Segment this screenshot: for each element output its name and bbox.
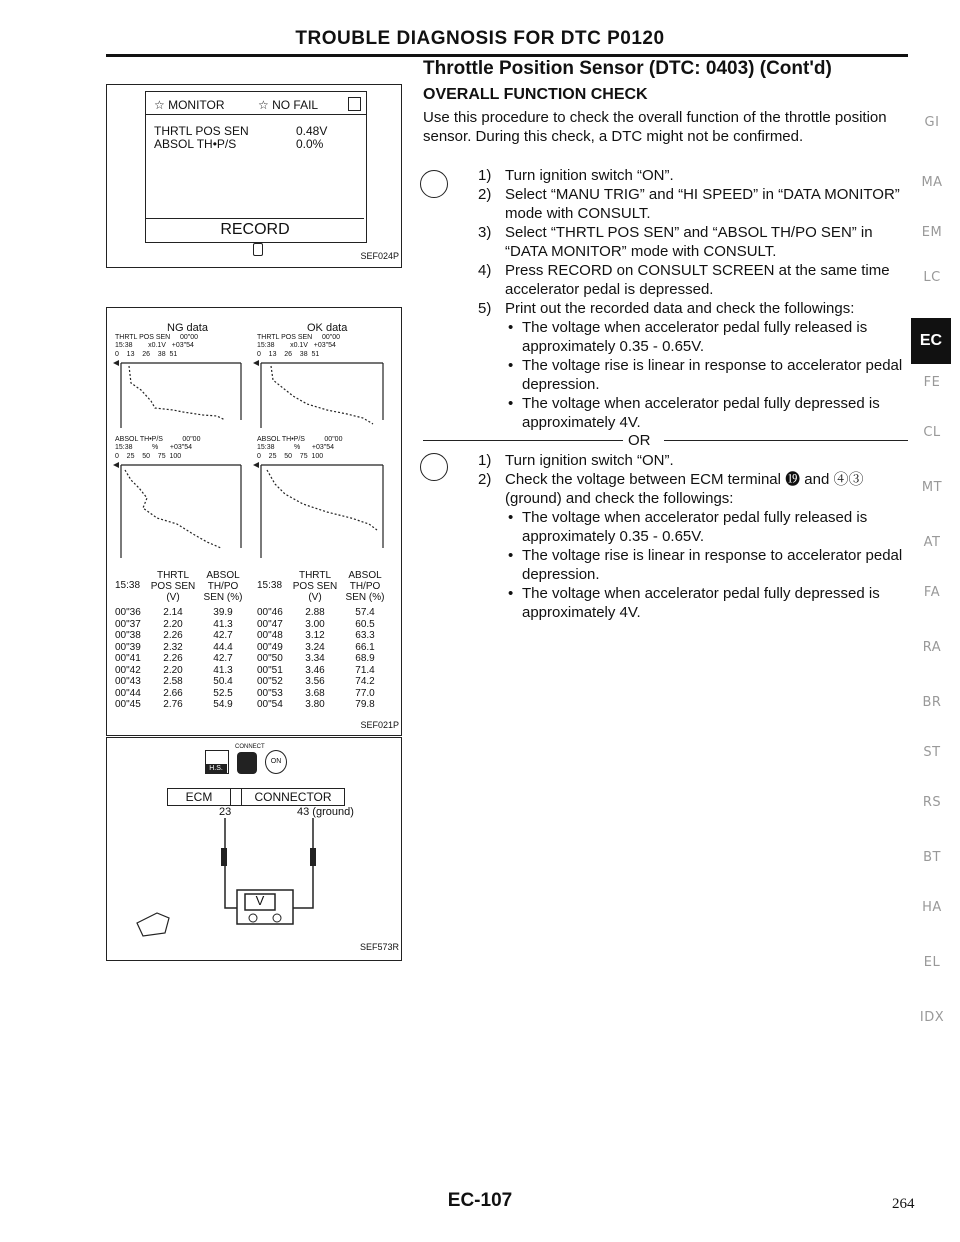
nofail-label: ☆ NO FAIL [258, 98, 319, 112]
step-b1-number: 1) [478, 452, 492, 469]
ok-table-cell: 00"46 [257, 607, 283, 618]
ok-graph1-trace [271, 366, 373, 424]
ok-table-cell: 66.1 [355, 641, 375, 653]
ng-table-cell: 00"41 [115, 653, 141, 664]
ng-graph1-line1: THRTL POS SEN 00"00 [115, 334, 199, 341]
nav-tab-bt[interactable]: BT [923, 850, 941, 865]
ok-table-row [257, 653, 397, 665]
section-title: Throttle Position Sensor (DTC: 0403) (Cont'd) [423, 58, 832, 79]
ok-table-cell: 00"47 [257, 618, 283, 630]
or-rule-left [423, 440, 623, 441]
ng-table-row [115, 607, 251, 619]
ok-graph1-arrow [253, 360, 259, 366]
ng-table-cell: 39.9 [213, 607, 233, 618]
ok-table [257, 570, 397, 711]
ng-table-col1: THRTL POS SEN (V) [150, 570, 196, 603]
ng-table-cell: 2.58 [163, 676, 183, 687]
nav-tab-fe[interactable]: FE [923, 375, 941, 390]
voltmeter-label: V [255, 893, 265, 908]
ng-table-col2: ABSOL TH/PO SEN (%) [203, 570, 243, 603]
ng-table-cell: 00"45 [115, 699, 141, 710]
step-a5-bullet2: • The voltage rise is linear in response to accelerator pedal depression. [522, 356, 910, 394]
ng-table-cell: 00"43 [115, 676, 141, 687]
figure-code: SEF021P [360, 720, 399, 730]
step-a1: Turn ignition switch “ON”. [505, 167, 674, 184]
ok-table-cell: 00"53 [257, 687, 283, 699]
or-label: OR [628, 432, 651, 449]
ok-table-cell: 3.24 [305, 641, 325, 653]
ng-graph1-ticks: 0 13 26 38 51 [115, 351, 178, 358]
ng-table-cell: 41.3 [213, 664, 233, 676]
ok-table-cell: 3.34 [305, 653, 325, 664]
figure-code: SEF024P [360, 251, 399, 261]
step-a5: Print out the recorded data and check the followings: [505, 300, 855, 317]
ok-table-cell: 79.8 [355, 699, 375, 710]
screen-divider [146, 114, 366, 115]
ng-table-cell: 50.4 [213, 676, 233, 687]
ok-graph2-frame [261, 465, 383, 558]
ok-table-cell: 00"52 [257, 676, 283, 687]
negative-terminal [273, 914, 281, 922]
ok-table-cell: 74.2 [355, 676, 375, 687]
ok-graph1-frame [261, 363, 383, 428]
ng-table-row [115, 630, 251, 642]
nav-tab-ha[interactable]: HA [922, 900, 942, 915]
ok-table-cell: 00"54 [257, 699, 283, 710]
ok-graph1-line1: THRTL POS SEN 00"00 [257, 334, 341, 341]
step-a1-number: 1) [478, 167, 492, 184]
ok-table-row [257, 688, 397, 700]
page-number: 264 [892, 1196, 915, 1212]
ok-graph2-ticks: 0 25 50 75 100 [257, 453, 324, 460]
ok-table-cell: 3.00 [305, 618, 325, 630]
ok-table-cell: 68.9 [355, 653, 375, 664]
step-a5-bullet1: • The voltage when accelerator pedal fully released is approximately 0.35 - 0.65V. [522, 318, 910, 356]
nav-tab-br[interactable]: BR [922, 695, 942, 710]
ng-table-rows [115, 607, 251, 711]
ok-table-cell: 3.80 [305, 699, 325, 710]
nav-tab-ec[interactable]: EC [911, 318, 951, 364]
probe-b [310, 848, 316, 866]
ok-graph2-line1: ABSOL TH•P/S 00"00 [257, 436, 343, 443]
ok-table-row [257, 619, 397, 631]
engine-icon [137, 913, 169, 936]
ok-table-time: 15:38 [257, 580, 283, 591]
ok-table-cell: 00"48 [257, 630, 283, 641]
hs-label: H.S. [205, 764, 227, 774]
step-a2: Select “MANU TRIG” and “HI SPEED” in “DATA MONITOR” mode with CONSULT. [505, 186, 900, 222]
nav-tab-fa[interactable]: FA [923, 585, 941, 600]
ng-graph1-trace [129, 366, 225, 420]
step-a3: Select “THRTL POS SEN” and “ABSOL TH/PO SEN” in “DATA MONITOR” mode with CONSULT. [505, 224, 873, 260]
ok-table-cell: 3.12 [305, 630, 325, 641]
ok-table-row [257, 607, 397, 619]
ok-table-cell: 3.68 [305, 687, 325, 699]
checkbox-icon [348, 97, 361, 111]
intro-paragraph: Use this procedure to check the overall function of the throttle position sensor. During this check, a DTC might not be confirmed. [423, 109, 887, 145]
nav-tab-em[interactable]: EM [921, 225, 943, 240]
ng-table-cell: 00"36 [115, 607, 141, 618]
hand-pointer-icon [253, 243, 263, 256]
ng-graph1-arrow [113, 360, 119, 366]
record-button: RECORD [146, 218, 364, 241]
row2-value: 0.0% [296, 137, 324, 151]
ng-graph2-line2: 15:38 % +03"54 [115, 444, 193, 451]
step-b2-bullet3: • The voltage when accelerator pedal fully depressed is approximately 4V. [522, 584, 910, 622]
step-a3-number: 3) [478, 224, 492, 241]
ng-table-cell: 2.26 [163, 653, 183, 664]
ng-graph2-frame [121, 465, 241, 558]
pin-43-label: 43 (ground) [297, 806, 354, 818]
nav-tab-el[interactable]: EL [923, 955, 941, 970]
consult-icon [420, 170, 448, 198]
ok-table-cell: 60.5 [355, 618, 375, 630]
ok-table-col2: ABSOL TH/PO SEN (%) [345, 570, 385, 603]
ng-graph2-trace [125, 470, 221, 548]
ok-table-cell: 3.46 [305, 664, 325, 676]
ng-table-cell: 00"39 [115, 641, 141, 653]
ng-table-cell: 00"42 [115, 664, 141, 676]
nav-tab-ra[interactable]: RA [922, 640, 942, 655]
step-b1: Turn ignition switch “ON”. [505, 452, 674, 469]
probe-wiring [107, 738, 401, 960]
ok-table-cell: 57.4 [355, 607, 375, 618]
ng-table-cell: 52.5 [213, 687, 233, 699]
pin-23-label: 23 [219, 806, 232, 818]
page-header-title: TROUBLE DIAGNOSIS FOR DTC P0120 [295, 28, 665, 49]
ok-table-cell: 63.3 [355, 630, 375, 641]
ok-data-title: OK data [307, 322, 348, 334]
ng-table-row [115, 642, 251, 654]
step-b2-number: 2) [478, 471, 492, 488]
ng-table-cell: 42.7 [213, 630, 233, 641]
row2-label: ABSOL TH•P/S [154, 137, 237, 151]
ng-table-cell: 41.3 [213, 618, 233, 630]
ok-graph1-ticks: 0 13 26 38 51 [257, 351, 320, 358]
ng-table-row [115, 653, 251, 665]
nav-tab-gi[interactable]: GI [924, 115, 940, 130]
step-b2-bullet2: • The voltage rise is linear in response to accelerator pedal depression. [522, 546, 910, 584]
ng-table-row [115, 699, 251, 711]
tester-icon [420, 453, 448, 481]
probe-a [221, 848, 227, 866]
ok-table-row [257, 630, 397, 642]
ok-table-cell: 71.4 [355, 664, 375, 676]
ng-table-cell: 44.4 [213, 641, 233, 653]
step-b2-bullet1: • The voltage when accelerator pedal fully released is approximately 0.35 - 0.65V. [522, 508, 910, 546]
ok-graph2-line2: 15:38 % +03"54 [257, 444, 335, 451]
ng-graph2-arrow [113, 462, 119, 468]
ok-table-row [257, 642, 397, 654]
step-a4-number: 4) [478, 262, 492, 279]
ng-table-row [115, 619, 251, 631]
ng-table-cell: 00"37 [115, 618, 141, 630]
ok-table-rows [257, 607, 397, 711]
ok-table-cell: 00"51 [257, 664, 283, 676]
ng-table-time: 15:38 [115, 580, 141, 591]
ng-graph1-frame [121, 363, 241, 428]
step-a2-number: 2) [478, 186, 492, 203]
ng-table-cell: 00"44 [115, 687, 141, 699]
connector-label: CONNECTOR [254, 790, 332, 804]
or-rule-right [664, 440, 908, 441]
ng-data-title: NG data [167, 322, 208, 334]
nav-tab-st[interactable]: ST [923, 745, 941, 760]
ng-table-cell: 2.76 [163, 699, 183, 710]
ng-table-row [115, 676, 251, 688]
key-on-icon: ON [265, 750, 287, 774]
nav-tab-at[interactable]: AT [923, 535, 941, 550]
step-a5-number: 5) [478, 300, 492, 317]
ng-table-cell: 2.14 [163, 607, 183, 618]
subtitle: OVERALL FUNCTION CHECK [423, 86, 648, 103]
ok-table-cell: 00"50 [257, 653, 283, 664]
ok-graph1-line2: 15:38 x0.1V +03"54 [257, 342, 336, 349]
row1-value: 0.48V [296, 124, 328, 138]
step-a4: Press RECORD on CONSULT SCREEN at the same time accelerator pedal is depressed. [505, 262, 890, 298]
ng-table-cell: 54.9 [213, 699, 233, 710]
figure-consult-monitor [106, 84, 402, 268]
positive-terminal [249, 914, 257, 922]
row1-label: THRTL POS SEN [154, 124, 249, 138]
ng-table [115, 570, 251, 711]
figure-ecm-connector [106, 737, 402, 961]
ecm-label: ECM [168, 789, 231, 805]
ok-table-cell: 77.0 [355, 687, 375, 699]
figure-ng-ok-data [106, 307, 402, 736]
nav-tab-mt[interactable]: MT [921, 480, 943, 495]
ng-graph2-ticks: 0 25 50 75 100 [115, 453, 182, 460]
ok-table-row [257, 665, 397, 677]
nav-tab-lc[interactable]: LC [923, 270, 941, 285]
ng-table-row [115, 688, 251, 700]
ok-table-cell: 2.88 [305, 607, 325, 618]
header-rule [106, 54, 908, 57]
step-a5-bullet3: • The voltage when accelerator pedal fully depressed is approximately 4V. [522, 394, 910, 432]
ng-table-cell: 2.32 [163, 641, 183, 653]
ng-table-cell: 2.20 [163, 664, 183, 676]
nav-tab-rs[interactable]: RS [922, 795, 942, 810]
trend-graphs [107, 308, 401, 568]
screen-frame [145, 91, 367, 243]
connect-label: CONNECT [235, 744, 265, 750]
step-b2: Check the voltage between ECM terminal ⓳ and ④③ (ground) and check the followings: [505, 471, 864, 507]
ok-graph2-arrow [253, 462, 259, 468]
monitor-label: ☆ MONITOR [154, 98, 225, 112]
ok-table-row [257, 676, 397, 688]
ok-table-cell: 00"49 [257, 641, 283, 653]
ok-table-col1: THRTL POS SEN (V) [292, 570, 338, 603]
nav-tab-cl[interactable]: CL [923, 425, 941, 440]
page-code: EC-107 [447, 1190, 513, 1211]
ng-table-cell: 2.66 [163, 687, 183, 699]
ng-table-cell: 00"38 [115, 630, 141, 641]
ng-graph1-line2: 15:38 x0.1V +03"54 [115, 342, 194, 349]
ng-table-row [115, 665, 251, 677]
ok-table-row [257, 699, 397, 711]
figure-code: SEF573R [359, 942, 399, 952]
nav-tab-idx[interactable]: IDX [919, 1010, 945, 1025]
ok-table-cell: 3.56 [305, 676, 325, 687]
ok-graph2-trace [267, 470, 377, 530]
ng-table-cell: 42.7 [213, 653, 233, 664]
nav-tab-ma[interactable]: MA [921, 175, 943, 190]
ng-graph2-line1: ABSOL TH•P/S 00"00 [115, 436, 201, 443]
ng-table-cell: 2.26 [163, 630, 183, 641]
ng-table-cell: 2.20 [163, 618, 183, 630]
